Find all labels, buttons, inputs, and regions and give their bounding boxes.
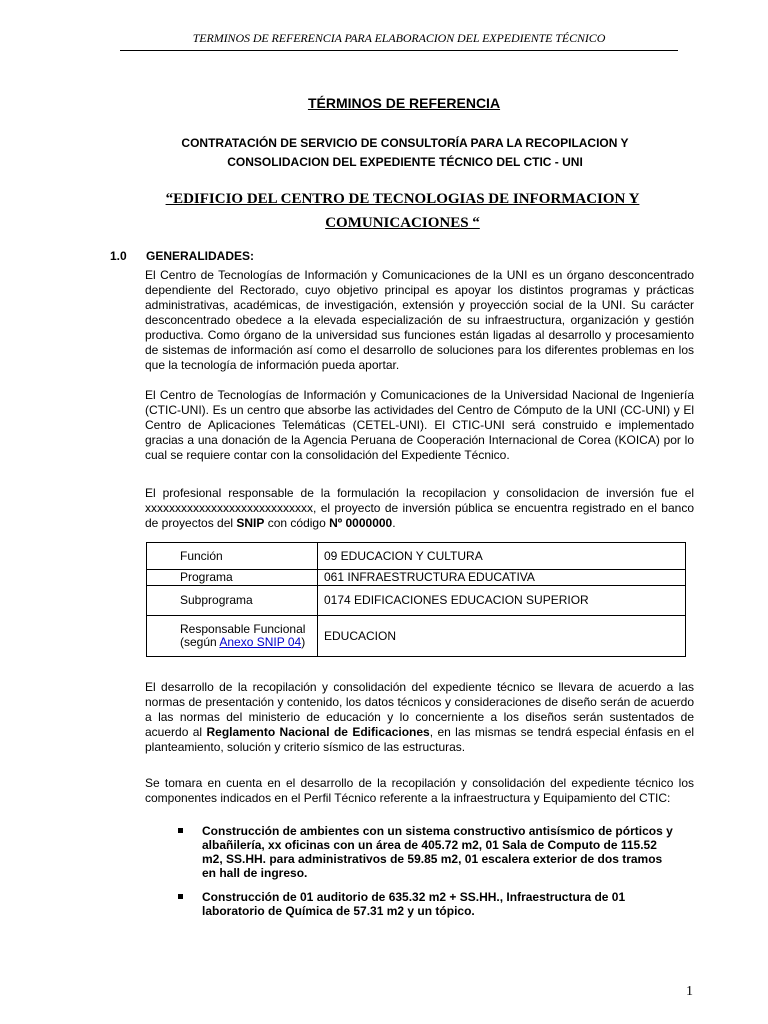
table-row: [147, 586, 686, 616]
subtitle-line-1: CONTRATACIÓN DE SERVICIO DE CONSULTORÍA PARA LA RECOPILACION Y: [181, 136, 629, 150]
paragraph-3: [145, 486, 694, 531]
list-item-text: Construcción de ambientes con un sistema constructivo antisísmico de pórticos y albañilería, xx oficinas con un área de 405.72 m2, 01 Sala de Computo de 115.52 m2, SS.HH. para administrativos de 59.85 m2, 01 escalera exterior de dos tramos en hall de ingreso.: [202, 824, 673, 880]
page-number: 1: [686, 984, 693, 999]
para4-text-b: , en las mismas se tendrá especial énfasis en el planteamiento, solución y criterio sísmico de las estructuras.: [145, 725, 695, 754]
para3-text-b: con código: [264, 516, 330, 530]
table-cell-value: 09 EDUCACION Y CULTURA: [318, 543, 686, 570]
anexo-snip-link[interactable]: Anexo SNIP 04: [219, 635, 302, 649]
para3-text-end: .: [392, 516, 396, 530]
running-header: TERMINOS DE REFERENCIA PARA ELABORACION DEL EXPEDIENTE TÉCNICO: [192, 31, 606, 45]
note-suffix: ): [301, 635, 306, 649]
project-line-2: COMUNICACIONES “: [325, 215, 480, 231]
responsable-label: Responsable Funcional: [180, 622, 306, 636]
project-line-1: “EDIFICIO DEL CENTRO DE TECNOLOGIAS DE INFORMACION Y: [165, 191, 640, 207]
table-cell-value: EDUCACION: [318, 616, 686, 657]
table-cell-label: Programa: [147, 570, 318, 586]
table-cell-label: Función: [147, 543, 318, 570]
document-subtitle: [140, 134, 670, 172]
document-title: TÉRMINOS DE REFERENCIA: [307, 95, 501, 111]
table-row: [147, 570, 686, 586]
bullet-square-icon: [178, 894, 183, 899]
list-item: [178, 890, 678, 918]
table-row: [147, 616, 686, 657]
responsable-note: [180, 636, 317, 649]
list-item: [178, 824, 678, 880]
component-list: [178, 824, 678, 928]
section-number: 1.0: [110, 249, 127, 263]
section-title: GENERALIDADES:: [146, 249, 255, 263]
project-name: [130, 187, 675, 235]
table-cell-value: 061 INFRAESTRUCTURA EDUCATIVA: [318, 570, 686, 586]
para4-text-a: El desarrollo de la recopilación y consolidación del expediente técnico se llevara de acuerdo a las normas de presentación y contenido, los datos técnicos y consideraciones de diseño serán de acuerdo a las normas del ministerio de educación y lo concerniente a los diseños serán sustentados de acuerdo al: [145, 680, 694, 739]
table-row: [147, 543, 686, 570]
project-code: Nº 0000000: [329, 516, 393, 530]
para3-text-a: El profesional responsable de la formulación la recopilacion y consolidacion de inversión fue el xxxxxxxxxxxxxxxxxxxxxxxxxxxx, el proyecto de inversión pública se encuentra registrado en el banco de proyectos del: [145, 486, 694, 530]
note-prefix: (según: [180, 635, 220, 649]
table-cell-label: [147, 616, 318, 657]
subtitle-line-2: CONSOLIDACION DEL EXPEDIENTE TÉCNICO DEL CTIC - UNI: [227, 155, 583, 169]
table-cell-value: 0174 EDIFICACIONES EDUCACION SUPERIOR: [318, 586, 686, 616]
snip-label: SNIP: [236, 516, 265, 530]
snip-classification-table: [146, 542, 686, 657]
list-item-text: Construcción de 01 auditorio de 635.32 m2 + SS.HH., Infraestructura de 01 laboratorio de Química de 57.31 m2 y un tópico.: [202, 890, 626, 918]
table-cell-label: Subprograma: [147, 586, 318, 616]
bullet-square-icon: [178, 828, 183, 833]
paragraph-1: El Centro de Tecnologías de Información y Comunicaciones de la UNI es un órgano desconcentrado dependiente del Rectorado, cuyo objetivo principal es apoyar los distintos programas y prácticas administrativas, académicas, de investigación, extensión y proyección social de la UNI. Su carácter desconcentrado obedece a la elevada especialización de su infraestructura, organización y gestión productiva. Como órgano de la universidad sus funciones están ligadas al desarrollo y procesamiento de sistemas de información así como el desarrollo de soluciones para los diferentes problemas en los que la tecnología de información pueda aportar.: [145, 268, 694, 372]
paragraph-2: El Centro de Tecnologías de Información y Comunicaciones de la Universidad Nacional de Ingeniería (CTIC-UNI). Es un centro que absorbe las actividades del Centro de Cómputo de la UNI (CC-UNI) y El Centro de Aplicaciones Telemáticas (CETEL-UNI). El CTIC-UNI será construido e implementado gracias a una donación de la Agencia Peruana de Cooperación Internacional de Corea (KOICA) por lo cual se requiere contar con la consolidación del Expediente Técnico.: [145, 388, 694, 462]
reglamento-name: Reglamento Nacional de Edificaciones: [206, 725, 430, 739]
paragraph-4: [145, 680, 694, 755]
paragraph-5: Se tomara en cuenta en el desarrollo de la recopilación y consolidación del expediente técnico los componentes indicados en el Perfil Técnico referente a la infraestructura y Equipamiento del CTIC:: [145, 776, 694, 805]
header-divider: [120, 50, 678, 51]
